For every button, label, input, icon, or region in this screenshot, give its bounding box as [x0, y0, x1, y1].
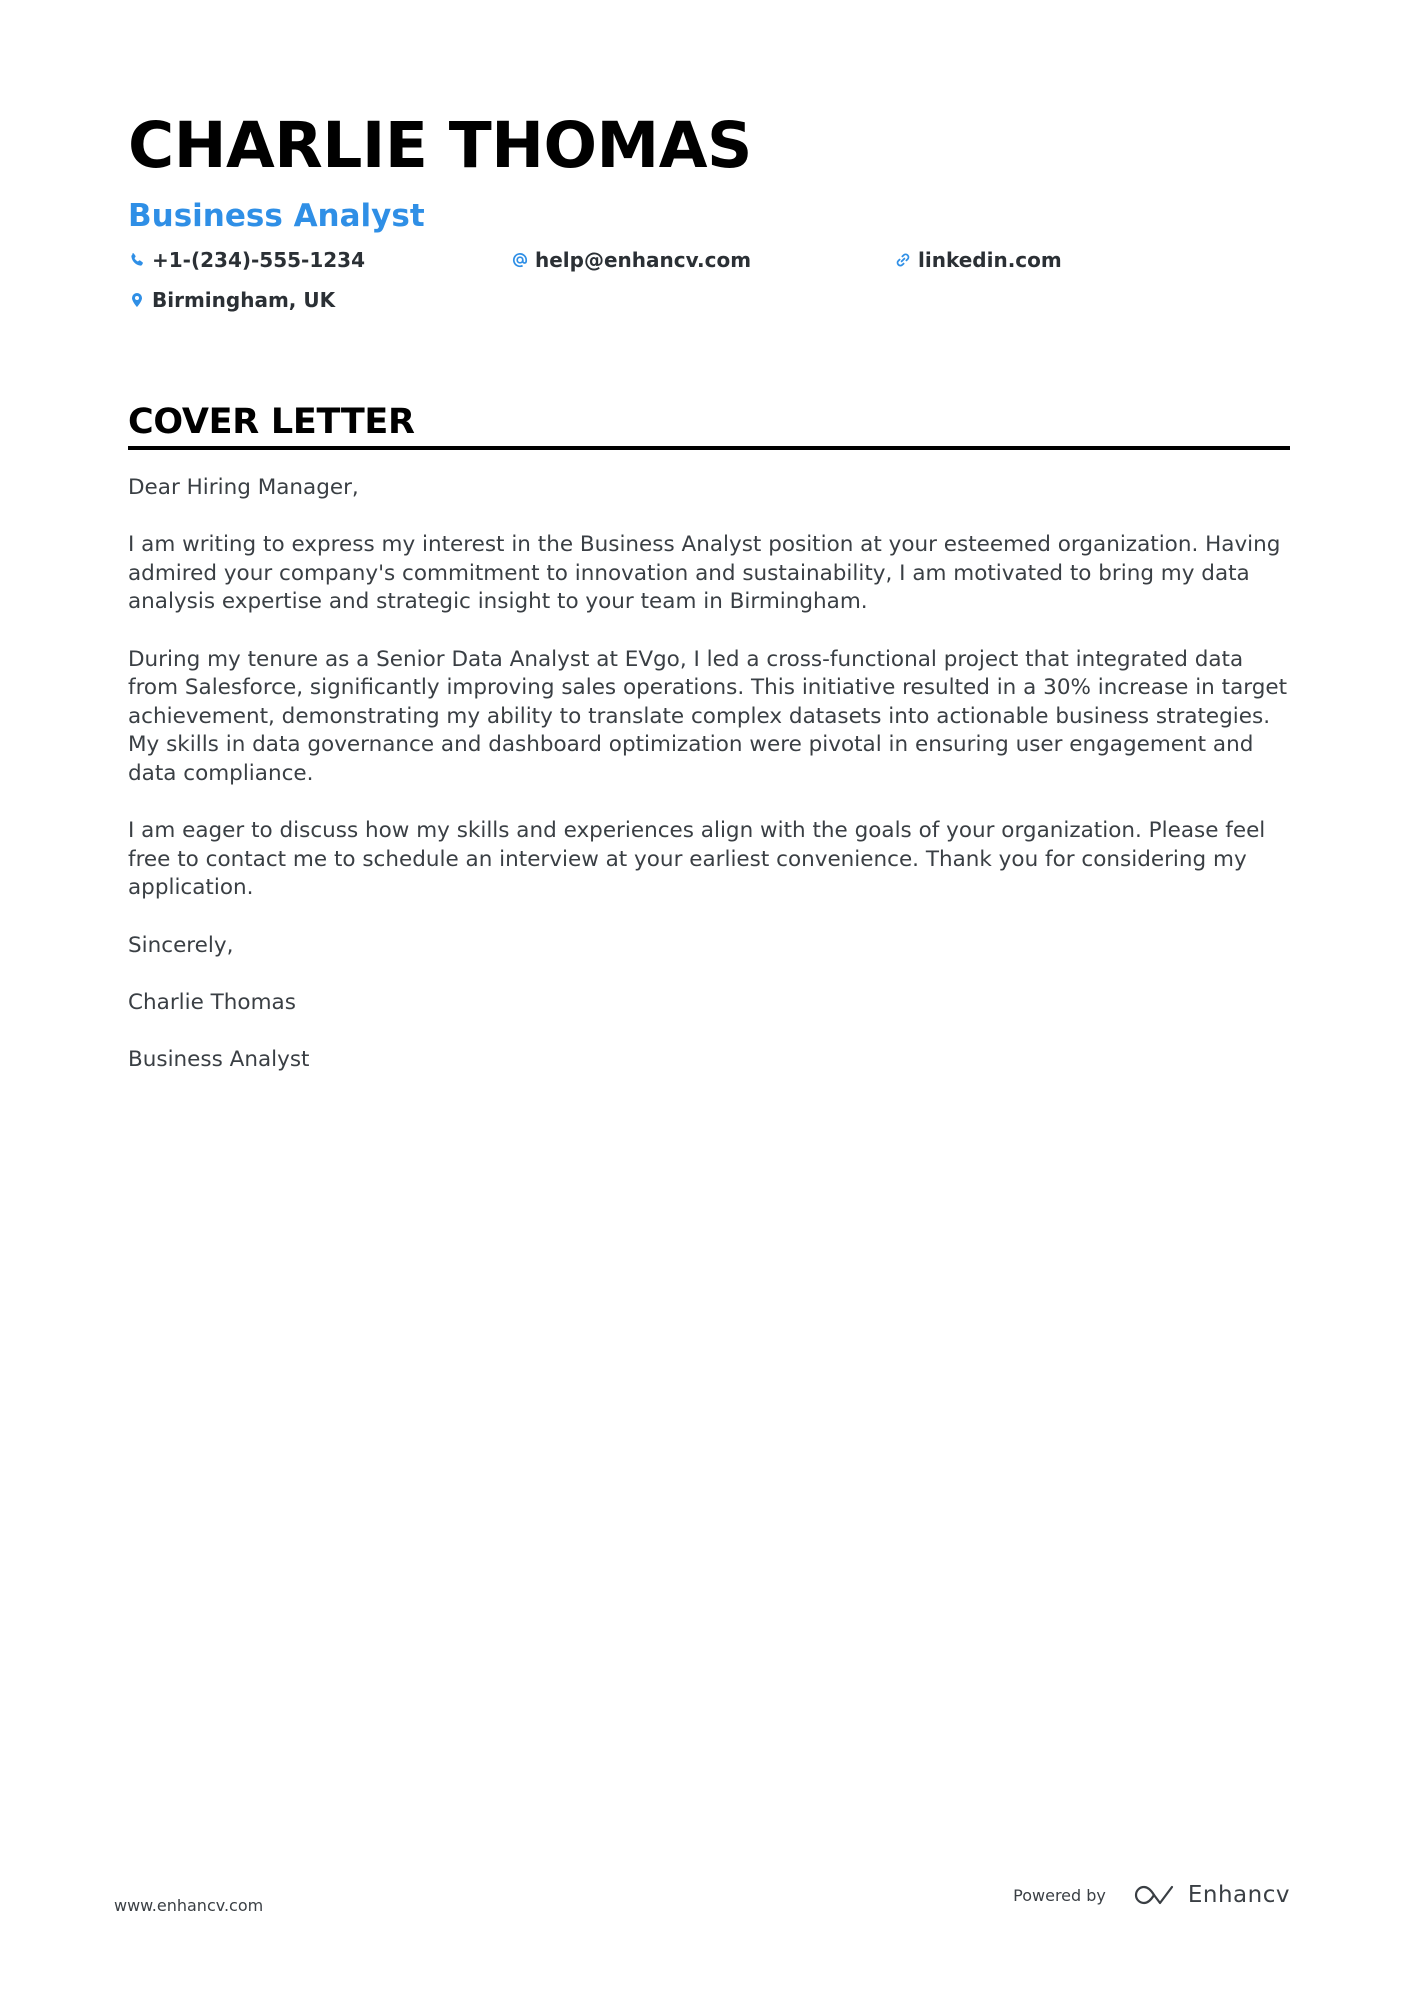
- contact-email[interactable]: [511, 246, 894, 274]
- letter-closing: Sincerely,: [128, 932, 234, 958]
- candidate-role: Business Analyst: [128, 198, 425, 234]
- letter-body: [128, 474, 1290, 1074]
- contact-email-text: help@enhancv.com: [535, 248, 752, 272]
- section-divider: [128, 446, 1290, 450]
- enhancv-logo-icon: [1132, 1882, 1178, 1908]
- section-title: COVER LETTER: [128, 402, 415, 442]
- location-pin-icon: [128, 291, 146, 309]
- contact-info: [128, 246, 1290, 314]
- footer-website-link[interactable]: www.enhancv.com: [114, 1896, 264, 1915]
- cover-letter-page: [128, 110, 1290, 1103]
- phone-icon: [128, 251, 146, 269]
- letter-paragraph: I am eager to discuss how my skills and experiences align with the goals of your organization. Please feel free to contact me to schedule an interview at your earliest convenience. Thank you for considering my application.: [128, 818, 1266, 901]
- link-icon: [894, 251, 912, 269]
- footer-powered-by[interactable]: [1013, 1882, 1290, 1908]
- contact-location-text: Birmingham, UK: [152, 288, 336, 312]
- contact-location: [128, 286, 511, 314]
- at-icon: [511, 251, 529, 269]
- contact-linkedin-text: linkedin.com: [918, 248, 1062, 272]
- contact-phone-text: +1-(234)-555-1234: [152, 248, 366, 272]
- candidate-name: CHARLIE THOMAS: [128, 109, 752, 182]
- signature-title: Business Analyst: [128, 1046, 310, 1072]
- signature-name: Charlie Thomas: [128, 989, 296, 1015]
- enhancv-logo-text: Enhancv: [1187, 1882, 1290, 1908]
- letter-paragraph: I am writing to express my interest in the Business Analyst position at your esteemed organization. Having admired your company's commitment to innovation and sustainability, I am motivated to bring my data analysis expertise and strategic insight to your team in Birmingham.: [128, 532, 1281, 615]
- letter-paragraph: During my tenure as a Senior Data Analyst at EVgo, I led a cross-functional project that integrated data from Salesforce, significantly improving sales operations. This initiative resulted in a 30% increase in target achievement, demonstrating my ability to translate complex datasets into actionable business strategies. My skills in data governance and dashboard optimization were pivotal in ensuring user engagement and data compliance.: [128, 646, 1288, 786]
- contact-phone[interactable]: [128, 246, 511, 274]
- contact-linkedin[interactable]: [894, 246, 1290, 274]
- powered-by-label: Powered by: [1013, 1885, 1106, 1905]
- letter-greeting: Dear Hiring Manager,: [128, 475, 359, 500]
